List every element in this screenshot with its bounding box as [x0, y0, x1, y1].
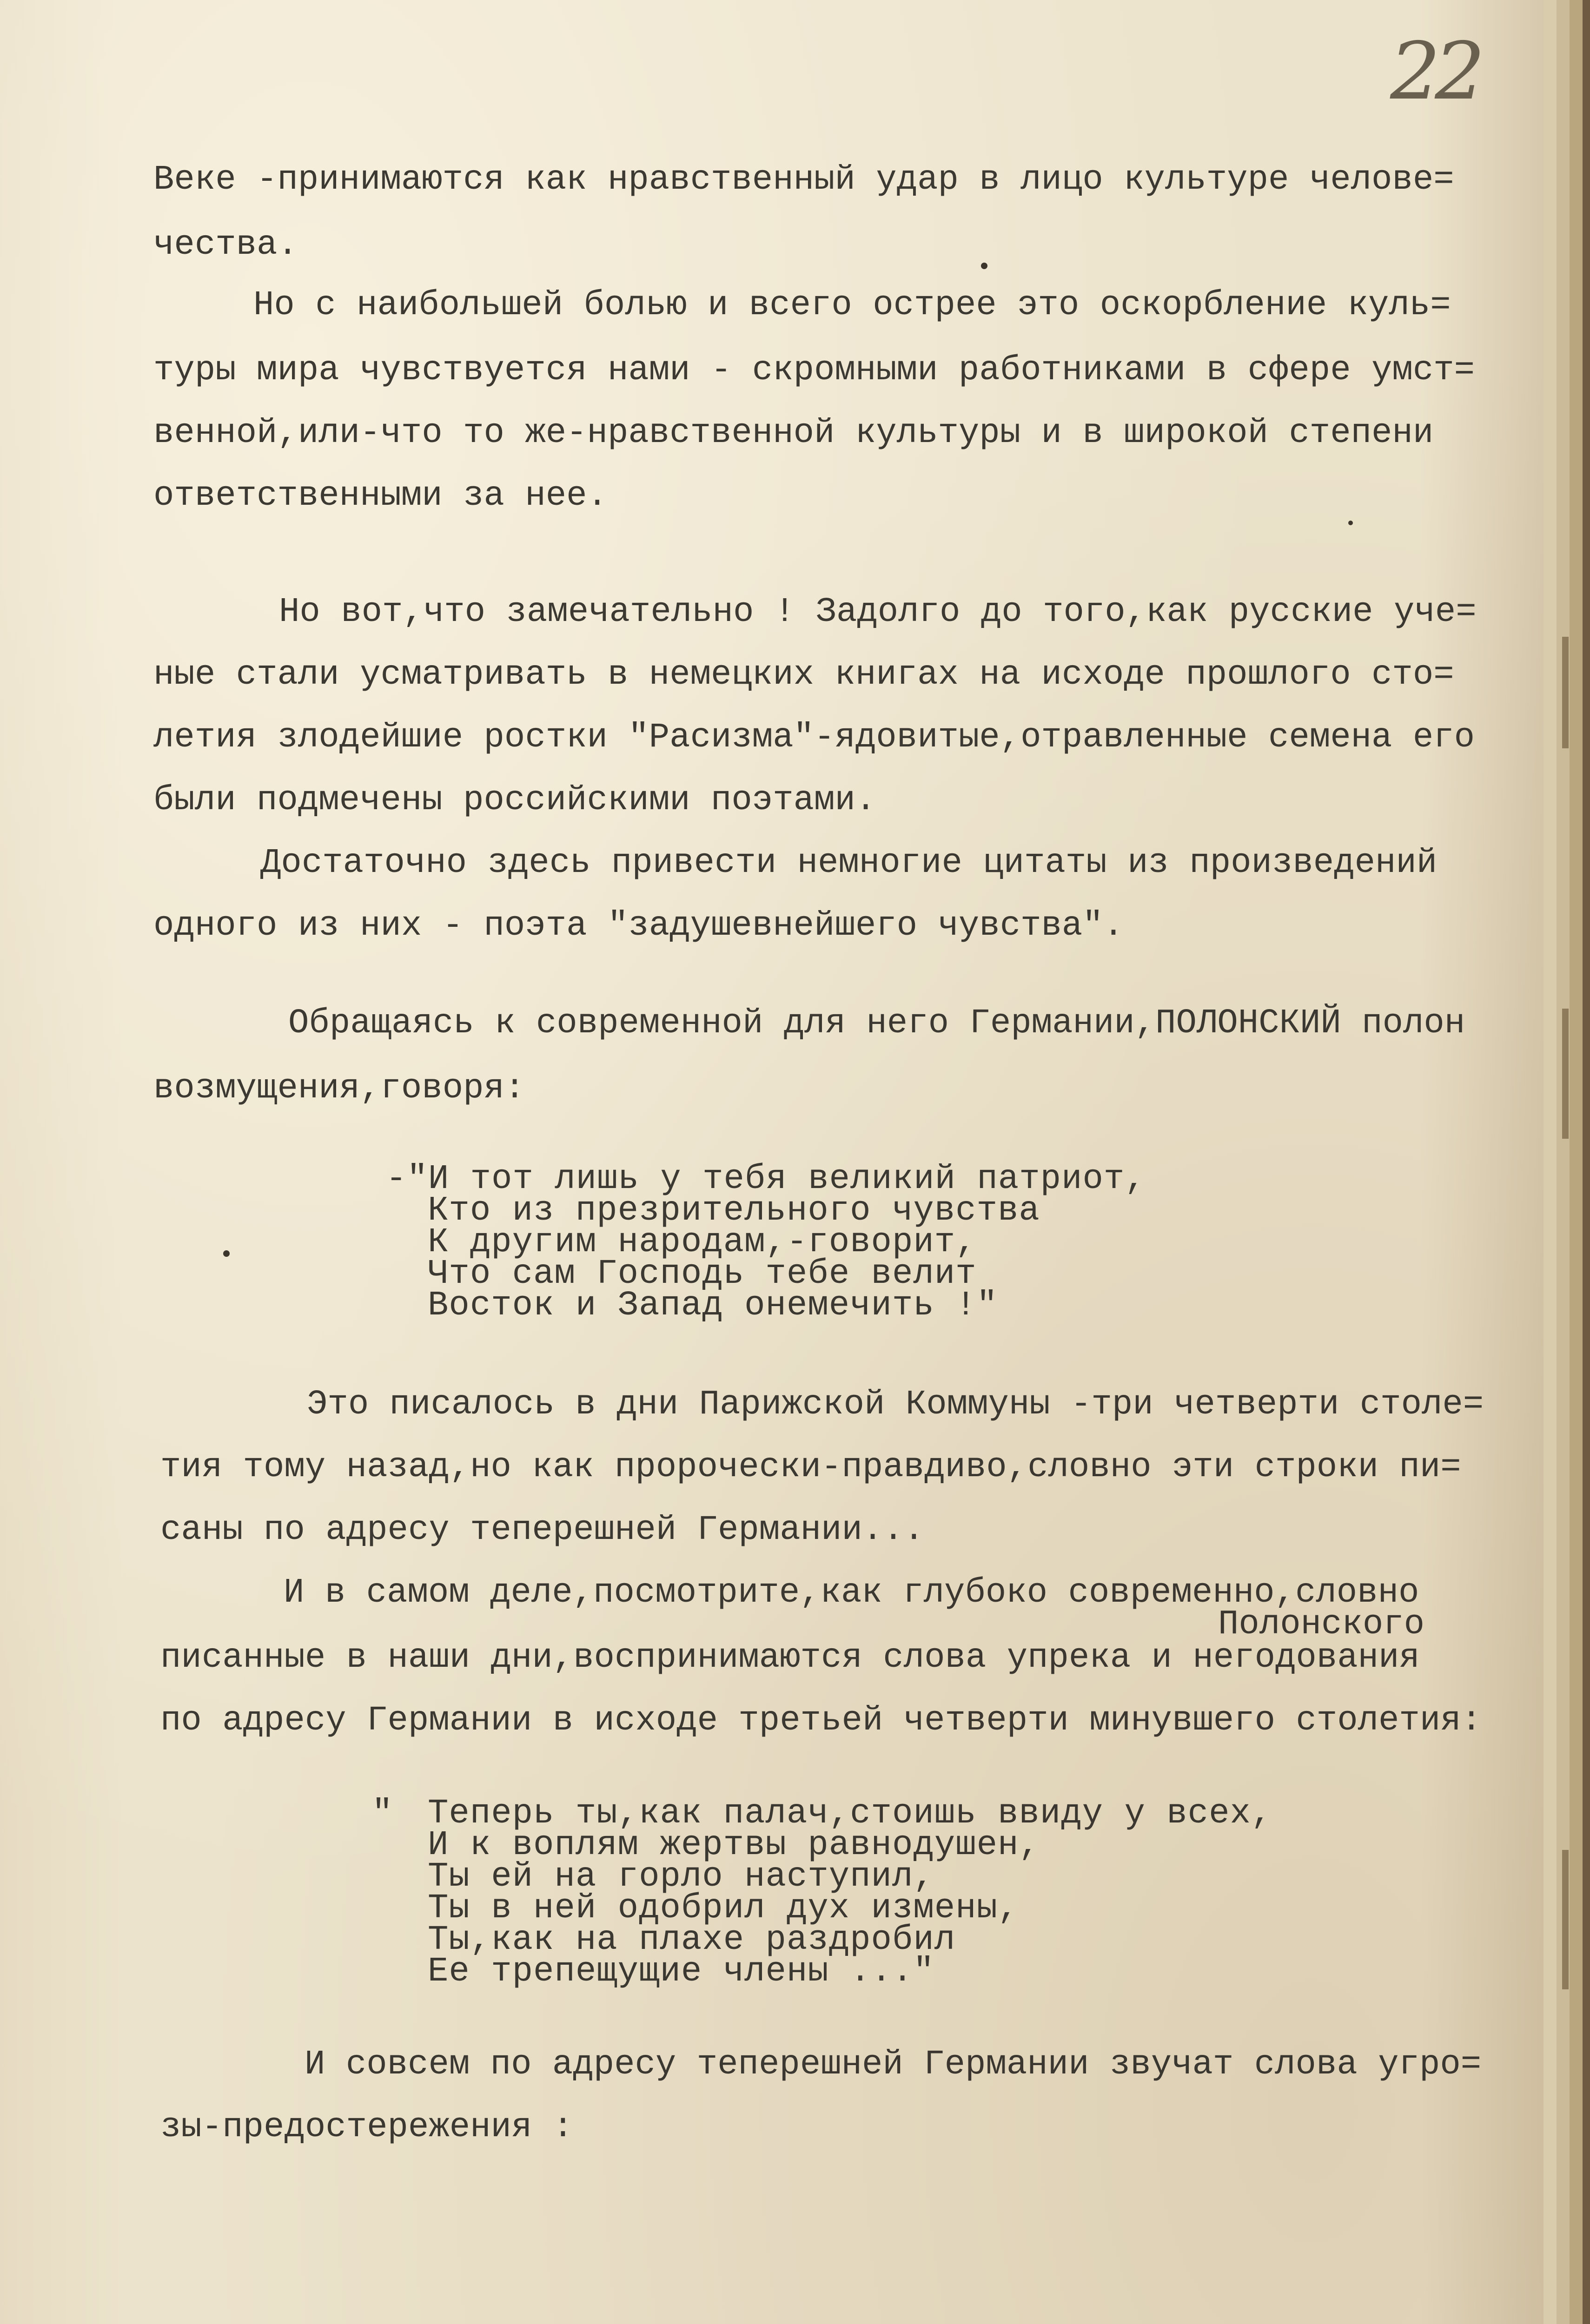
poem-line: И к воплям жертвы равнодушен,: [428, 1826, 1040, 1865]
ink-speck: [981, 263, 987, 269]
text-line: венной,или-что то же-нравственной культуры и в широкой степени: [153, 414, 1434, 453]
poem-line: Ты ей на горло наступил,: [428, 1857, 934, 1896]
text-line: Это писалось в дни Парижской Коммуны -три четверти столе=: [307, 1385, 1484, 1424]
text-line: Обращаясь к современной для него Германии,ПОЛОНСКИЙ полон: [288, 1004, 1465, 1043]
poem-line: Восток и Запад онемечить !": [428, 1286, 998, 1325]
text-line: тия тому назад,но как пророчески-правдиво,словно эти строки пи=: [160, 1448, 1461, 1487]
poem-line: -"И тот лишь у тебя великий патриот,: [386, 1160, 1146, 1199]
poem-line: Ты в ней одобрил дух измены,: [428, 1889, 1019, 1928]
page-number: 22: [1390, 26, 1480, 118]
text-line: по адресу Германии в исходе третьей четверти минувшего столетия:: [160, 1701, 1482, 1740]
text-line: Но вот,что замечательно ! Задолго до того,как русские уче=: [279, 593, 1477, 632]
text-line: одного из них - поэта "задушевнейшего чувства".: [153, 906, 1124, 945]
text-line: ные стали усматривать в немецких книгах на исходе прошлого сто=: [153, 655, 1454, 694]
text-line: И в самом деле,посмотрите,как глубоко современно,словно: [284, 1573, 1419, 1612]
poem-quote-mark: ": [372, 1794, 393, 1833]
text-line: саны по адресу теперешней Германии...: [160, 1511, 925, 1550]
text-line: туры мира чувствуется нами - скромными работниками в сфере умст=: [153, 351, 1475, 390]
poem-line: Ее трепещущие члены ...": [428, 1952, 934, 1991]
page-tab: [1562, 1850, 1569, 1989]
poem-line: Ты,как на плахе раздробил: [428, 1921, 956, 1960]
text-line: летия злодейшие ростки "Расизма"-ядовитые,отравленные семена его: [153, 718, 1475, 757]
page-tab: [1562, 1009, 1569, 1139]
ink-speck: [223, 1250, 230, 1257]
page-edge: [1570, 0, 1583, 2324]
page-tab: [1562, 637, 1569, 748]
text-line: зы-предостережения :: [160, 2108, 574, 2147]
ink-speck: [1348, 521, 1353, 525]
text-line: писанные в наши дни,воспринимаются слова упрека и негодования: [160, 1638, 1420, 1677]
poem-line: К другим народам,-говорит,: [428, 1223, 977, 1262]
poem-line: Что сам Господь тебе велит: [428, 1254, 977, 1294]
poem-line: Кто из презрительного чувства: [428, 1191, 1040, 1230]
text-line: Но с наибольшей болью и всего острее это оскорбление куль=: [253, 286, 1451, 325]
text-line: ответственными за нее.: [153, 476, 608, 515]
text-line: Веке -принимаются как нравственный удар в лицо культуре челове=: [153, 160, 1454, 199]
text-line: Достаточно здесь привести немногие цитаты из произведений: [260, 844, 1438, 883]
text-line-insert: Полонского: [1218, 1605, 1425, 1644]
text-line: были подмечены российскими поэтами.: [153, 781, 876, 820]
page-edge: [1544, 0, 1557, 2324]
text-line: чества.: [153, 225, 298, 264]
text-line: И совсем по адресу теперешней Германии звучат слова угро=: [305, 2045, 1482, 2084]
text-line: возмущения,говоря:: [153, 1069, 525, 1108]
page-edge: [1583, 0, 1590, 2324]
poem-line: Теперь ты,как палач,стоишь ввиду у всех,: [428, 1794, 1272, 1833]
